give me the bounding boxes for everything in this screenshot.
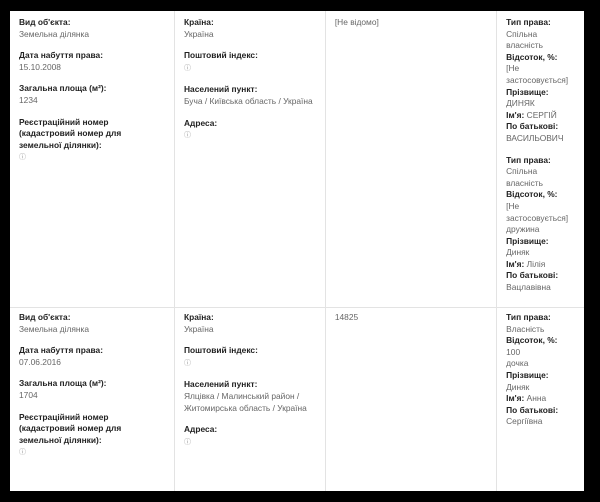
country-label: Країна:	[183, 17, 214, 27]
address-label: Адреса:	[183, 117, 218, 128]
locality-value: Буча / Київська область / Україна	[183, 95, 313, 106]
share-value: [Не застосовується]	[506, 200, 569, 223]
property-value: 14825	[334, 312, 359, 322]
name-label: Ім'я:	[506, 109, 525, 120]
object-type-label: Вид об'єкта:	[19, 312, 71, 322]
hidden-value-icon: ⓘ	[19, 154, 26, 162]
table-row	[10, 11, 584, 308]
area-value: 1704	[19, 389, 38, 400]
property-value: [Не відомо]	[334, 17, 379, 27]
name-value: Лілія	[526, 258, 546, 269]
location-cell	[174, 11, 325, 308]
surname-value: Диняк	[506, 247, 530, 258]
name-value: СЕРГІЙ	[526, 109, 557, 120]
cadastral-label: Реєстраційний номер (кадастровий номер для земельної ділянки):	[19, 116, 122, 150]
right-type-label: Тип права:	[506, 312, 551, 322]
country-value: Україна	[183, 28, 214, 39]
postcode-label: Поштовий індекс:	[183, 50, 258, 61]
object-cell	[10, 308, 174, 492]
hidden-value-icon: ⓘ	[183, 359, 191, 367]
surname-label: Прізвище:	[506, 86, 549, 97]
share-value: 100	[506, 346, 521, 357]
object-type-label: Вид об'єкта:	[19, 17, 71, 27]
patronymic-value: Сергіївна	[506, 416, 543, 427]
surname-value: ДИНЯК	[506, 98, 535, 109]
right-type-value: Власність	[506, 323, 545, 334]
country-value: Україна	[183, 323, 214, 334]
table-row	[10, 308, 584, 492]
surname-label: Прізвище:	[506, 369, 549, 380]
share-label: Відсоток, %:	[506, 51, 558, 62]
patronymic-value: Вацлавівна	[506, 282, 551, 293]
name-value: Анна	[526, 393, 547, 404]
object-type-value: Земельна ділянка	[19, 323, 90, 334]
object-cell	[10, 11, 174, 308]
locality-label: Населений пункт:	[183, 379, 258, 390]
surname-label: Прізвище:	[506, 235, 549, 246]
relation-value: дружина	[506, 224, 540, 235]
object-type-value: Земельна ділянка	[19, 28, 90, 39]
owners-cell	[497, 11, 584, 308]
area-label: Загальна площа (м²):	[19, 378, 107, 389]
hidden-value-icon: ⓘ	[183, 64, 191, 72]
locality-value: Ялцівка / Малинський район / Житомирська область / Україна	[183, 390, 307, 413]
area-value: 1234	[19, 94, 38, 105]
patronymic-label: По батькові:	[506, 404, 559, 415]
hidden-value-icon: ⓘ	[183, 132, 191, 140]
value-cell	[325, 308, 496, 492]
right-type-value: Спільна власність	[506, 28, 543, 51]
owner-block	[506, 17, 576, 145]
country-label: Країна:	[183, 312, 214, 322]
locality-label: Населений пункт:	[183, 84, 258, 95]
acquire-date-label: Дата набуття права:	[19, 345, 103, 356]
owner-block	[506, 312, 576, 428]
value-cell	[325, 11, 496, 308]
acquire-date-value: 07.06.2016	[19, 356, 61, 367]
share-label: Відсоток, %:	[506, 335, 558, 346]
patronymic-label: По батькові:	[506, 121, 559, 132]
patronymic-value: ВАСИЛЬОВИЧ	[506, 132, 564, 143]
name-label: Ім'я:	[506, 258, 525, 269]
right-type-label: Тип права:	[506, 17, 551, 27]
share-label: Відсоток, %:	[506, 189, 558, 200]
hidden-value-icon: ⓘ	[19, 449, 26, 457]
share-value: [Не застосовується]	[506, 63, 569, 85]
owner-block	[506, 155, 576, 294]
acquire-date-label: Дата набуття права:	[19, 50, 103, 61]
acquire-date-value: 15.10.2008	[19, 61, 61, 72]
name-label: Ім'я:	[506, 393, 525, 404]
address-label: Адреса:	[183, 424, 218, 435]
relation-value: дочка	[506, 358, 529, 369]
patronymic-label: По батькові:	[506, 270, 559, 281]
area-label: Загальна площа (м²):	[19, 83, 107, 94]
postcode-label: Поштовий індекс:	[183, 345, 258, 356]
declaration-property-table	[10, 11, 584, 491]
surname-value: Диняк	[506, 381, 530, 392]
right-type-label: Тип права:	[506, 154, 551, 165]
cadastral-label: Реєстраційний номер (кадастровий номер для земельної ділянки):	[19, 411, 122, 445]
hidden-value-icon: ⓘ	[183, 438, 191, 446]
location-cell	[174, 308, 325, 492]
right-type-value: Спільна власність	[506, 166, 543, 188]
owners-cell	[497, 308, 584, 492]
